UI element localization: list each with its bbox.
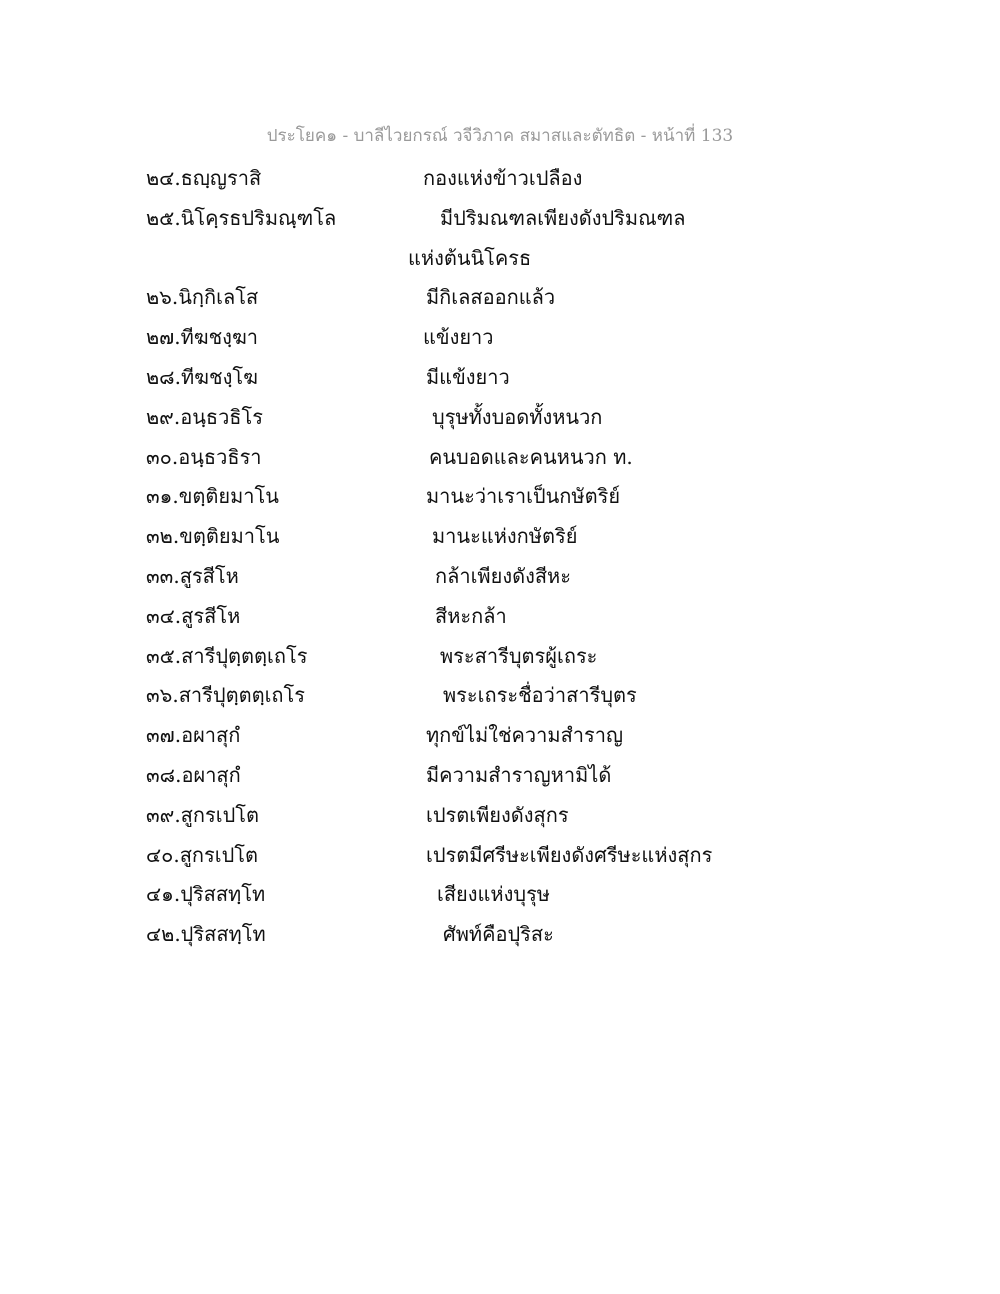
thai-meaning: กล้าเพียงดังสีหะ bbox=[435, 563, 571, 588]
thai-meaning: เปรตเพียงดังสุกร bbox=[426, 802, 569, 827]
pali-term: ๔๑.ปุริสสทฺโท bbox=[146, 882, 266, 907]
list-item bbox=[0, 874, 1000, 914]
pali-term: ๒๔.ธญฺญราสิ bbox=[146, 166, 262, 190]
pali-term: ๓๓.สูรสีโห bbox=[146, 563, 239, 588]
list-item bbox=[0, 675, 1000, 715]
list-item bbox=[0, 636, 1000, 676]
pali-term: ๓๐.อนฺธวธิรา bbox=[146, 444, 262, 469]
pali-term: ๒๗.ทีฆชงฺฆา bbox=[146, 325, 259, 350]
pali-term: ๒๙.อนฺธวธิโร bbox=[146, 404, 264, 429]
list-item bbox=[0, 516, 1000, 556]
thai-meaning-continued: แห่งต้นนิโครธ bbox=[408, 245, 532, 270]
pali-term: ๓๙.สูกรเปโต bbox=[146, 802, 259, 827]
pali-term: ๔๒.ปุริสสทฺโท bbox=[146, 922, 266, 947]
thai-meaning: มีปริมณฑลเพียงดังปริมณฑล bbox=[440, 205, 686, 230]
list-item bbox=[0, 795, 1000, 835]
pali-term: ๓๔.สูรสีโห bbox=[146, 603, 241, 628]
thai-meaning: สีหะกล้า bbox=[435, 603, 507, 628]
list-item bbox=[0, 277, 1000, 317]
thai-meaning: เสียงแห่งบุรุษ bbox=[437, 882, 550, 907]
list-item bbox=[0, 476, 1000, 516]
pali-term: ๓๕.สารีปุตฺตตฺเถโร bbox=[146, 643, 308, 668]
pali-term: ๒๕.นิโคฺรธปริมณฺฑโล bbox=[146, 205, 337, 230]
thai-meaning: กองแห่งข้าวเปลือง bbox=[423, 166, 583, 190]
thai-meaning: บุรุษทั้งบอดทั้งหนวก bbox=[432, 404, 603, 429]
thai-meaning: ทุกข์ไม่ใช่ความสำราญ bbox=[426, 723, 624, 748]
thai-meaning: มีกิเลสออกแล้ว bbox=[426, 285, 556, 310]
list-item bbox=[0, 835, 1000, 875]
list-item bbox=[0, 596, 1000, 636]
pali-term: ๒๖.นิกฺกิเลโส bbox=[146, 285, 259, 310]
pali-term: ๓๖.สารีปุตฺตตฺเถโร bbox=[146, 683, 305, 708]
thai-meaning: ศัพท์คือปุริสะ bbox=[443, 922, 554, 947]
list-item bbox=[0, 397, 1000, 437]
pali-term: ๓๑.ขตฺติยมาโน bbox=[146, 484, 279, 509]
thai-meaning: มานะว่าเราเป็นกษัตริย์ bbox=[426, 484, 621, 509]
pali-term: ๓๘.อผาสุกํ bbox=[146, 762, 241, 787]
thai-meaning: เปรตมีศรีษะเพียงดังศรีษะแห่งสุกร bbox=[426, 842, 713, 867]
list-item bbox=[0, 437, 1000, 477]
thai-meaning: พระสารีบุตรผู้เถระ bbox=[440, 643, 598, 668]
list-item bbox=[0, 357, 1000, 397]
pali-term: ๔๐.สูกรเปโต bbox=[146, 842, 259, 867]
thai-meaning: แข้งยาว bbox=[423, 325, 494, 350]
list-item bbox=[0, 198, 1000, 238]
list-item bbox=[0, 755, 1000, 795]
thai-meaning: มานะแห่งกษัตริย์ bbox=[432, 524, 578, 549]
list-item bbox=[0, 158, 1000, 198]
list-item bbox=[0, 238, 1000, 278]
list-item bbox=[0, 317, 1000, 357]
pali-term: ๓๒.ขตฺติยมาโน bbox=[146, 524, 280, 549]
page-header: ประโยค๑ - บาลีไวยกรณ์ วจีวิภาค สมาสและตัทธิต - หน้าที่ 133 bbox=[266, 126, 734, 146]
thai-meaning: คนบอดและคนหนวก ท. bbox=[429, 444, 633, 469]
pali-term: ๒๘.ทีฆชงฺโฆ bbox=[146, 364, 258, 389]
list-item bbox=[0, 715, 1000, 755]
list-item bbox=[0, 914, 1000, 954]
thai-meaning: พระเถระชื่อว่าสารีบุตร bbox=[443, 683, 637, 708]
pali-term: ๓๗.อผาสุกํ bbox=[146, 723, 241, 748]
thai-meaning: มีแข้งยาว bbox=[426, 364, 510, 389]
vocabulary-list bbox=[0, 158, 1000, 954]
thai-meaning: มีความสำราญหามิได้ bbox=[426, 762, 612, 787]
list-item bbox=[0, 556, 1000, 596]
